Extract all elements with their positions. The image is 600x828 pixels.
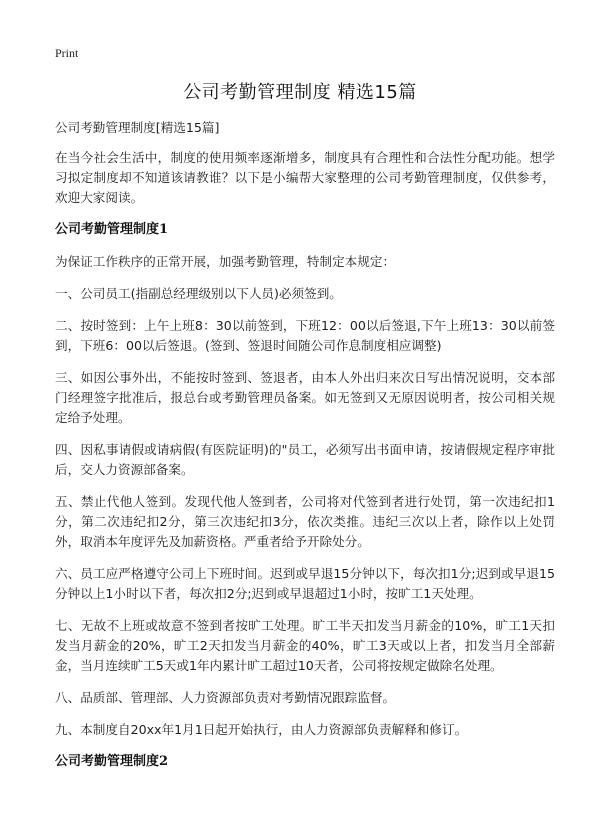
- document-body: [55, 118, 555, 784]
- section-heading-1: 公司考勤管理制度1: [55, 222, 169, 237]
- paragraph-rule-2: 二、按时签到：上午上班8：30以前签到，下班12：00以后签退,下午上班13：30以前签到，下班6：00以后签退。(签到、签退时间随公司作息制度相应调整): [55, 318, 555, 353]
- paragraph-rule-7: 七、无故不上班或故意不签到者按旷工处理。旷工半天扣发当月薪金的10%，旷工1天扣发当月薪金的20%，旷工2天扣发当月薪金的40%，旷工3天或以上者，扣发当月全部薪金，当月连续旷工5天或1年内累计旷工超过10天者，公司将按规定做除名处理。: [55, 618, 555, 673]
- paragraph-rule-1: 一、公司员工(指副总经理级别以下人员)必须签到。: [55, 286, 342, 301]
- paragraph-rule-6: 六、员工应严格遵守公司上下班时间。迟到或早退15分钟以下，每次扣1分;迟到或早退15分钟以上1小时以下者，每次扣2分;迟到或早退超过1小时，按旷工1天处理。: [55, 566, 555, 601]
- intro-paragraph: 在当今社会生活中，制度的使用频率逐渐增多，制度具有合理性和合法性分配功能。想学习拟定制度却不知道该请教谁？以下是小编帮大家整理的公司考勤管理制度，仅供参考，欢迎大家阅读。: [55, 150, 555, 205]
- section-heading-2: 公司考勤管理制度2: [55, 754, 169, 769]
- paragraph-preamble: 为保证工作秩序的正常开展，加强考勤管理，特制定本规定：: [55, 254, 396, 269]
- paragraph-rule-3: 三、如因公事外出，不能按时签到、签退者，由本人外出归来次日写出情况说明，交本部门经理签字批准后，报总台或考勤管理员备案。如无签到又无原因说明者，按公司相关规定给予处理。: [55, 370, 555, 425]
- print-label[interactable]: Print: [55, 46, 79, 60]
- paragraph-rule-4: 四、因私事请假或请病假(有医院证明)的"员工，必须写出书面申请，按请假规定程序审批后，交人力资源部备案。: [55, 442, 555, 477]
- paragraph-rule-9: 九、本制度自20xx年1月1日起开始执行，由人力资源部负责解释和修订。: [55, 722, 468, 737]
- document-subtitle: 公司考勤管理制度[精选15篇]: [55, 120, 220, 135]
- document-title: 公司考勤管理制度 精选15篇: [183, 82, 417, 103]
- paragraph-rule-5: 五、禁止代他人签到。发现代他人签到者，公司将对代签到者进行处罚，第一次违纪扣1分，第二次违纪扣2分，第三次违纪扣3分，依次类推。违纪三次以上者，除作以上处罚外，取消本年度评先及加薪资格。严重者给予开除处分。: [55, 494, 555, 549]
- paragraph-rule-8: 八、品质部、管理部、人力资源部负责对考勤情况跟踪监督。: [55, 690, 396, 705]
